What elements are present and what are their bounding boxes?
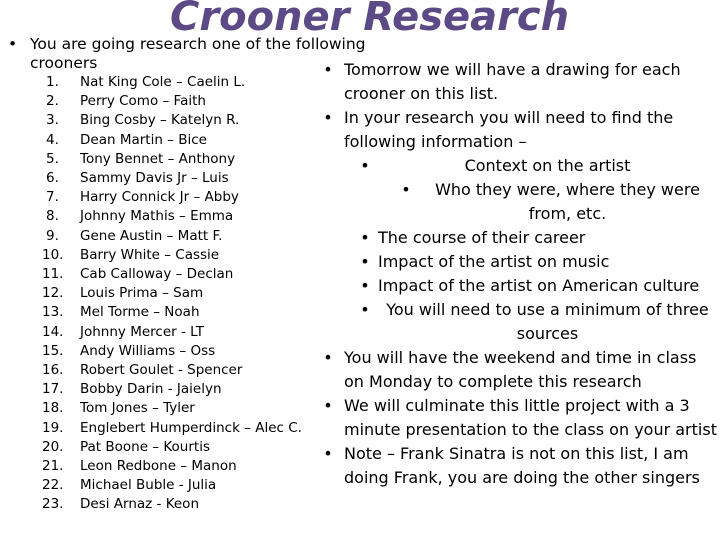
list-item-text: Bobby Darin - Jaielyn <box>80 381 222 398</box>
list-item-text: Tom Jones – Tyler <box>80 400 195 417</box>
list-item-text: Leon Redbone – Manon <box>80 458 237 475</box>
list-item <box>28 227 328 246</box>
list-item <box>28 92 328 111</box>
list-item-number: 16. <box>42 362 64 379</box>
list-item-number: 2. <box>46 93 59 110</box>
list-item-text: Bing Cosby – Katelyn R. <box>80 112 240 129</box>
instruction-weekend: • You will have the weekend and time in class on Monday to complete this research <box>312 346 717 394</box>
bullet-marker: • <box>323 396 333 415</box>
list-item <box>28 150 328 169</box>
list-item-number: 6. <box>46 170 59 187</box>
list-item-text: Andy Williams – Oss <box>80 342 216 359</box>
list-item-number: 5. <box>46 150 59 167</box>
list-item <box>28 380 328 399</box>
list-item-text: Desi Arnaz - Keon <box>80 496 199 513</box>
bullet-marker: • <box>8 35 18 53</box>
list-item-number: 21. <box>42 458 64 475</box>
list-item-number: 15. <box>42 342 64 359</box>
list-item-text: Louis Prima – Sam <box>80 285 204 302</box>
list-item-number: 17. <box>42 381 64 398</box>
list-item <box>28 73 328 92</box>
list-item-number: 19. <box>42 419 64 436</box>
bullet-marker: • <box>323 348 333 367</box>
list-item-number: 7. <box>46 189 59 206</box>
bullet-marker: • <box>323 60 333 79</box>
bullet-marker: • <box>360 156 370 175</box>
list-item-number: 10. <box>42 246 64 263</box>
list-item-number: 20. <box>42 438 64 455</box>
list-item-text: Tony Bennet – Anthony <box>80 150 236 167</box>
sub-item-sources: • You will need to use a minimum of three sources <box>312 298 717 346</box>
list-item <box>28 419 328 438</box>
list-item <box>28 476 328 495</box>
list-item-number: 4. <box>46 131 59 148</box>
bullet-marker: • <box>360 300 370 319</box>
list-item-text: Gene Austin – Matt F. <box>80 227 223 244</box>
sub-sub-item-who: • Who they were, where they were from, etc. <box>312 178 717 226</box>
list-item <box>28 188 328 207</box>
list-item-text: Pat Boone – Kourtis <box>80 438 210 455</box>
list-item <box>28 495 328 514</box>
list-item <box>28 246 328 265</box>
list-item-number: 12. <box>42 285 64 302</box>
list-item <box>28 207 328 226</box>
list-item <box>28 399 328 418</box>
list-item-number: 13. <box>42 304 64 321</box>
list-item-text: Nat King Cole – Caelin L. <box>80 74 246 90</box>
list-item <box>28 457 328 476</box>
sub-item-culture: • Impact of the artist on American culture <box>312 274 717 298</box>
list-item-text: Robert Goulet - Spencer <box>80 362 243 379</box>
instruction-drawing: • Tomorrow we will have a drawing for each crooner on this list. <box>312 58 717 106</box>
list-item-text: Johnny Mercer - LT <box>80 323 205 340</box>
list-item <box>28 438 328 457</box>
instruction-note: • Note – Frank Sinatra is not on this list, I am doing Frank, you are doing the other singers <box>312 442 717 490</box>
intro-line-1: You are going research one of the following <box>30 35 366 53</box>
intro-line-2: crooners <box>30 54 98 72</box>
bullet-marker: • <box>360 276 370 295</box>
page-title: Crooner Research <box>170 0 570 40</box>
list-item-text: Mel Torme – Noah <box>80 304 200 321</box>
list-item <box>28 169 328 188</box>
list-item-number: 3. <box>46 112 59 129</box>
instruction-culminate: • We will culminate this little project with a 3 minute presentation to the class on your artist <box>312 394 717 442</box>
list-item-text: Cab Calloway – Declan <box>80 266 234 283</box>
list-item-text: Sammy Davis Jr – Luis <box>80 170 229 187</box>
list-item <box>28 131 328 150</box>
list-item <box>28 303 328 322</box>
list-item-number: 9. <box>46 227 59 244</box>
list-item <box>28 323 328 342</box>
list-item-number: 11. <box>42 266 64 283</box>
list-item-text: Dean Martin – Bice <box>80 131 207 148</box>
bullet-marker: • <box>401 180 411 199</box>
sub-item-context: • Context on the artist <box>312 154 717 178</box>
list-item-text: Harry Connick Jr – Abby <box>80 189 239 206</box>
sub-item-music: • Impact of the artist on music <box>312 250 717 274</box>
list-item-number: 1. <box>46 74 59 90</box>
list-item-number: 23. <box>42 496 64 513</box>
list-item-number: 22. <box>42 477 64 494</box>
list-item <box>28 265 328 284</box>
instructions-panel <box>312 58 717 490</box>
list-item-number: 8. <box>46 208 59 225</box>
bullet-marker: • <box>323 444 333 463</box>
list-item-text: Barry White – Cassie <box>80 246 220 263</box>
list-item-number: 14. <box>42 323 64 340</box>
list-item <box>28 361 328 380</box>
bullet-marker: • <box>360 252 370 271</box>
list-item <box>28 284 328 303</box>
crooner-list <box>28 73 328 515</box>
bullet-marker: • <box>323 108 333 127</box>
instruction-research: • In your research you will need to find the following information – <box>312 106 717 154</box>
list-item-text: Perry Como – Faith <box>80 93 206 110</box>
sub-item-career: • The course of their career <box>312 226 717 250</box>
list-item-text: Englebert Humperdinck – Alec C. <box>80 419 302 436</box>
list-item-text: Johnny Mathis – Emma <box>80 208 234 225</box>
list-item <box>28 111 328 130</box>
list-item-text: Michael Buble - Julia <box>80 477 217 494</box>
bullet-marker: • <box>360 228 370 247</box>
list-item-number: 18. <box>42 400 64 417</box>
list-item <box>28 342 328 361</box>
